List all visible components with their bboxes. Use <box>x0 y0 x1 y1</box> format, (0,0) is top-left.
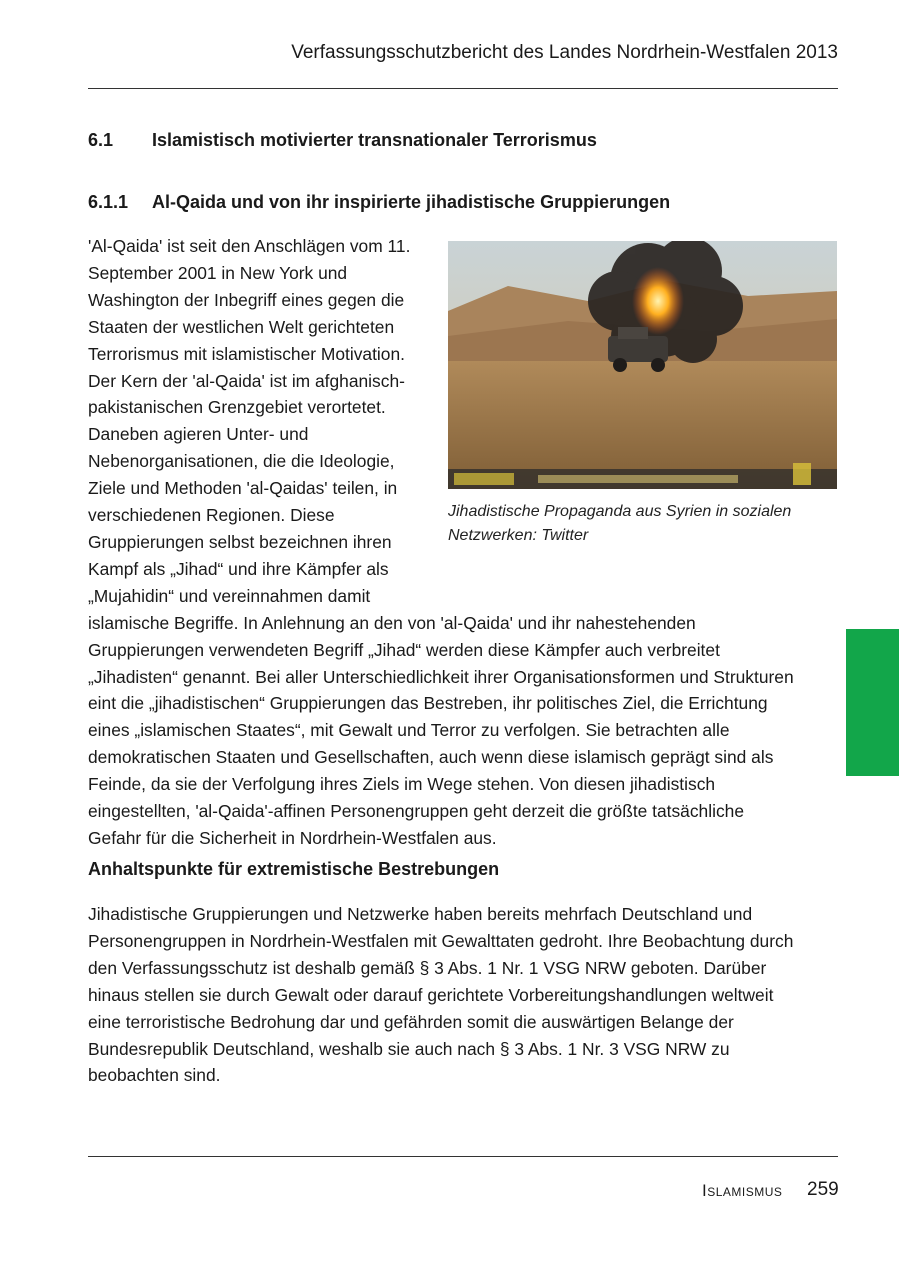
subheading: Anhaltspunkte für extremistische Bestrebungen <box>88 859 500 879</box>
section-title: Islamistisch motivierter transnationaler Terrorismus <box>152 130 597 150</box>
figure <box>448 241 838 586</box>
subsection-heading <box>88 192 670 213</box>
section-number: 6.1 <box>88 130 114 150</box>
header-rule <box>88 88 838 89</box>
figure-caption: Jihadistische Propaganda aus Syrien in sozialen Netzwerken: Twitter <box>448 503 792 544</box>
intro-paragraph-block <box>88 233 798 852</box>
running-header: Verfassungsschutzbericht des Landes Nordrhein-Westfalen 2013 <box>291 42 838 63</box>
footer-section-name: Islamismus <box>702 1181 783 1200</box>
paragraph-text: 'Al-Qaida' ist seit den Anschlägen vom 11. September 2001 in New York und Washington der Inbegriff eines gegen die Staaten der westlichen Welt gerichteten Terrorismus mit islamistischer Motivation. Der Kern der 'al-Qaida' ist im afghanisch-pakistanischen Grenzgebiet verortetet. Daneben agieren Unter- und Nebenorganisationen, die die Ideologie, Ziele und Methoden 'al-Qaidas' teilen, in verschiedenen Regionen. Diese Gruppierungen selbst bezeichnen ihren Kampf als „Jihad“ und ihre Kämpfer als „Mujahidin“ und vereinnahmen damit islamische Begriffe. In Anlehnung an den von 'al-Qaida' und ihr nahestehenden Gruppierungen verwendeten Begriff „Jihad“ werden diese Kämpfer auch verbreitet „Jihadisten“ genannt. Bei aller Unterschiedlichkeit ihrer Organisationsformen und Strukturen eint die „jihadistischen“ Gruppierungen das Bestreben, ihr politisches Ziel, die Errichtung eines „islamischen Staates“, mit Gewalt und Terror zu verfolgen. Sie betrachten alle demokratischen Staaten und Gesellschaften, auch wenn diese islamisch geprägt sind als Feinde, da sie der Verfolgung ihres Ziels im Wege stehen. Von diesen jihadistisch eingestellten, 'al-Qaida'-affinen Personengruppen geht derzeit die größte tatsächliche Gefahr für die Sicherheit in Nordrhein-Westfalen aus. <box>88 236 794 848</box>
subsection-number: 6.1.1 <box>88 192 129 212</box>
page-number: 259 <box>807 1179 839 1200</box>
second-paragraph: Jihadistische Gruppierungen und Netzwerke haben bereits mehrfach Deutschland und Personengruppen in Nordrhein-Westfalen mit Gewalttaten gedroht. Ihre Beobachtung durch den Verfassungsschutz ist deshalb gemäß § 3 Abs. 1 Nr. 1 VSG NRW geboten. Darüber hinaus stellen sie durch Gewalt oder darauf gerichtete Vorbereitungshandlungen weltweit eine terroristische Bedrohung dar und gefährden somit die auswärtigen Belange der Bundesrepublik Deutschland, weshalb sie auch nach § 3 Abs. 1 Nr. 3 VSG NRW zu beobachten sind. <box>88 904 794 1086</box>
subsection-title: Al-Qaida und von ihr inspirierte jihadistische Gruppierungen <box>152 192 671 212</box>
section-heading <box>88 130 597 151</box>
footer-rule <box>88 1156 838 1157</box>
explosion-scene-image <box>448 241 837 489</box>
propaganda-photo <box>448 241 837 489</box>
chapter-color-tab <box>846 629 899 776</box>
